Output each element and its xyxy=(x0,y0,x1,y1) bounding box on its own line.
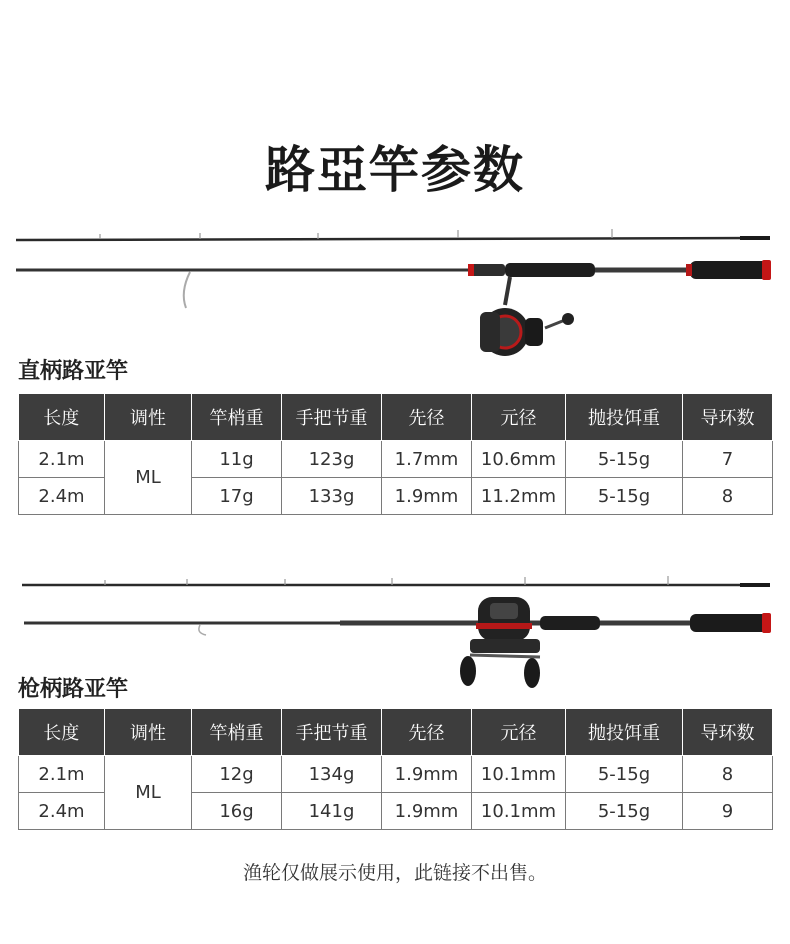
cell-tip-diameter: 1.9mm xyxy=(382,793,472,830)
footnote: 渔轮仅做展示使用，此链接不出售。 xyxy=(242,862,547,884)
header-lure-weight: 抛投饵重 xyxy=(566,709,683,756)
cell-butt-diameter: 11.2mm xyxy=(472,478,566,515)
header-tip-weight: 竿梢重 xyxy=(192,394,282,441)
header-guide-count: 导环数 xyxy=(683,394,773,441)
cell-action: ML xyxy=(105,756,192,830)
cell-handle-weight: 134g xyxy=(282,756,382,793)
header-guide-count: 导环数 xyxy=(683,709,773,756)
cell-length: 2.1m xyxy=(19,441,105,478)
cell-action: ML xyxy=(105,441,192,515)
header-butt-diameter: 元径 xyxy=(472,709,566,756)
section-title-casting: 枪柄路亚竿 xyxy=(18,677,129,702)
section-title-spinning: 直柄路亚竿 xyxy=(18,359,129,384)
cell-lure-weight: 5-15g xyxy=(566,478,683,515)
header-length: 长度 xyxy=(19,709,105,756)
header-lure-weight: 抛投饵重 xyxy=(566,394,683,441)
spec-table-casting xyxy=(18,708,773,830)
cell-length: 2.4m xyxy=(19,478,105,515)
cell-lure-weight: 5-15g xyxy=(566,756,683,793)
cell-guide-count: 8 xyxy=(683,756,773,793)
baitcasting-reel-icon xyxy=(460,597,540,688)
table-header-row xyxy=(19,394,773,441)
cell-lure-weight: 5-15g xyxy=(566,441,683,478)
spec-table-spinning xyxy=(18,393,773,515)
cell-lure-weight: 5-15g xyxy=(566,793,683,830)
cell-tip-weight: 16g xyxy=(192,793,282,830)
cell-tip-weight: 17g xyxy=(192,478,282,515)
cell-tip-weight: 11g xyxy=(192,441,282,478)
cell-tip-diameter: 1.9mm xyxy=(382,756,472,793)
table-row xyxy=(19,441,773,478)
cell-handle-weight: 141g xyxy=(282,793,382,830)
header-tip-weight: 竿梢重 xyxy=(192,709,282,756)
spinning-rod-image xyxy=(0,220,790,370)
table-row xyxy=(19,756,773,793)
header-tip-diameter: 先径 xyxy=(382,709,472,756)
cell-length: 2.1m xyxy=(19,756,105,793)
header-handle-weight: 手把节重 xyxy=(282,709,382,756)
cell-butt-diameter: 10.1mm xyxy=(472,793,566,830)
cell-tip-diameter: 1.7mm xyxy=(382,441,472,478)
header-butt-diameter: 元径 xyxy=(472,394,566,441)
cell-handle-weight: 133g xyxy=(282,478,382,515)
cell-butt-diameter: 10.6mm xyxy=(472,441,566,478)
header-action: 调性 xyxy=(105,709,192,756)
spinning-reel-icon xyxy=(480,277,574,356)
cell-guide-count: 7 xyxy=(683,441,773,478)
cell-tip-diameter: 1.9mm xyxy=(382,478,472,515)
cell-length: 2.4m xyxy=(19,793,105,830)
cell-butt-diameter: 10.1mm xyxy=(472,756,566,793)
cell-guide-count: 8 xyxy=(683,478,773,515)
cell-guide-count: 9 xyxy=(683,793,773,830)
header-action: 调性 xyxy=(105,394,192,441)
header-handle-weight: 手把节重 xyxy=(282,394,382,441)
header-tip-diameter: 先径 xyxy=(382,394,472,441)
cell-tip-weight: 12g xyxy=(192,756,282,793)
header-length: 长度 xyxy=(19,394,105,441)
cell-handle-weight: 123g xyxy=(282,441,382,478)
table-header-row xyxy=(19,709,773,756)
page-title: 路亞竿参数 xyxy=(265,140,525,199)
